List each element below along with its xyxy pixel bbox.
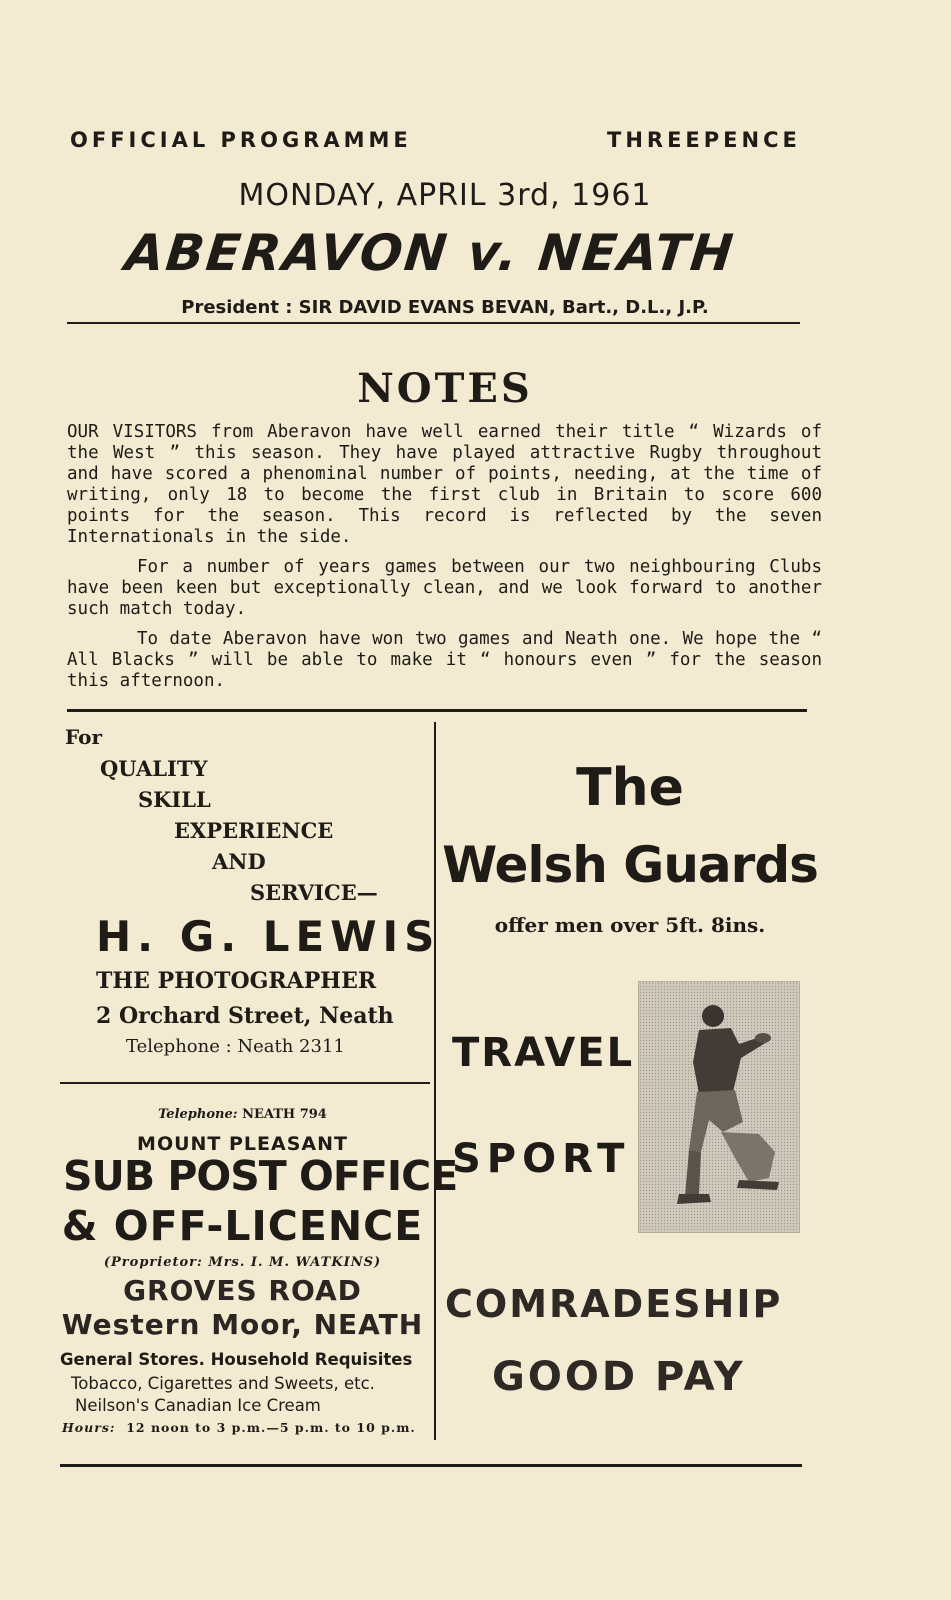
notes-paragraph: To date Aberavon have won two games and Neath one. We hope the “ All Blacks ” will be able to make it “ honours even ” for the season this afternoon. [67,629,822,691]
footer-divider [60,1464,802,1467]
photographer-intro: For [65,725,102,749]
rugby-player-illustration [639,982,799,1232]
guards-offer: offer men over 5ft. 8ins. [494,913,766,937]
off-licence-heading: & OFF-LICENCE [61,1202,424,1250]
price-label: THREEPENCE [607,128,801,152]
telephone-value: NEATH 794 [242,1107,327,1122]
notes-divider [67,709,807,712]
good-pay-word: GOOD PAY [492,1354,746,1400]
post-office-place: MOUNT PLEASANT [137,1133,348,1155]
quality-word: QUALITY [100,756,208,781]
match-title: ABERAVON v. NEATH [122,224,738,282]
hours-value: 12 noon to 3 p.m.—5 p.m. to 10 p.m. [126,1420,416,1435]
notes-paragraph: For a number of years games between our two neighbouring Clubs have been keen but exceptionally clean, and we look forward to another such match today. [67,557,822,619]
header-divider [67,322,800,324]
area-line: Western Moor, NEATH [61,1308,424,1341]
proprietor-line: (Proprietor: Mrs. I. M. WATKINS) [103,1255,382,1270]
photographer-address: 2 Orchard Street, Neath [96,1003,394,1029]
service-word: SERVICE— [250,880,378,905]
match-date: MONDAY, APRIL 3rd, 1961 [238,178,652,213]
experience-word: EXPERIENCE [174,818,334,843]
notes-title: NOTES [357,365,533,412]
and-word: AND [212,849,266,874]
president-line: President : SIR DAVID EVANS BEVAN, Bart., D.L., J.P. [181,297,709,318]
left-ad-divider [60,1082,430,1084]
road-line: GROVES ROAD [123,1274,362,1307]
notes-paragraph: OUR VISITORS from Aberavon have well earned their title “ Wizards of the West ” this season. They have played attractive Rugby throughout and have scored a phenominal number of points, needing, at the time of writing, only 18 to become the first club in Britain to score 600 points for the season. This record is reflected by the seven Internationals in the side. [67,422,822,547]
guards-the: The [576,758,684,818]
hours-label: Hours: [62,1420,116,1435]
tobacco-line: Tobacco, Cigarettes and Sweets, etc. [71,1374,375,1393]
skill-word: SKILL [138,787,211,812]
post-office-telephone [0,1107,485,1122]
rugby-player-photo [638,981,800,1233]
guards-heading: Welsh Guards [442,836,818,894]
post-office-heading: SUB POST OFFICE [63,1152,458,1200]
opening-hours [62,1420,416,1435]
photographer-telephone: Telephone : Neath 2311 [126,1036,345,1057]
notes-body [67,422,822,701]
official-programme-label: OFFICIAL PROGRAMME [70,128,412,152]
telephone-label: Telephone: [158,1107,238,1122]
ice-cream-line: Neilson's Canadian Ice Cream [75,1396,321,1415]
comradeship-word: COMRADESHIP [445,1282,783,1326]
photographer-name: H. G. LEWIS [96,912,441,961]
travel-word: TRAVEL [452,1030,635,1076]
sport-word: SPORT [452,1136,631,1182]
photographer-title: THE PHOTOGRAPHER [96,968,377,994]
stores-line: General Stores. Household Requisites [60,1350,413,1369]
